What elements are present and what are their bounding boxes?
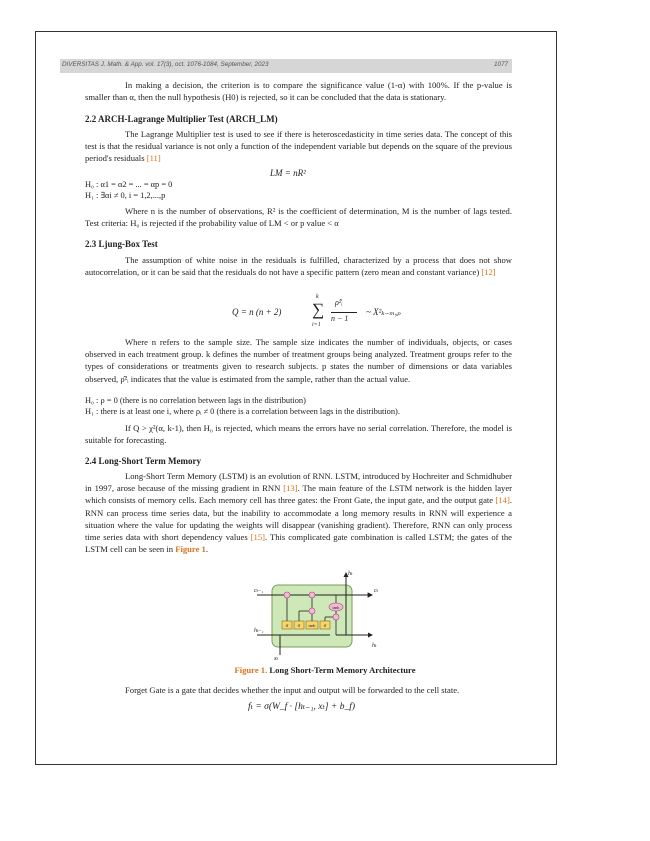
- gate-label-input: σ: [297, 624, 301, 629]
- paragraph-forget-gate: Forget Gate is a gate that decides whether the input and output will be forwarded to the cell state.: [125, 685, 460, 695]
- gate-label-forget: σ: [285, 624, 289, 629]
- eq-sum-top: k: [316, 294, 319, 300]
- hypothesis-h1-ljung: H₁ : there is at least one i, where ρᵢ ≠ 0 (there is a correlation between lags in the distribution).: [85, 407, 400, 416]
- figure-caption: [0, 665, 650, 675]
- figure-caption-text: Long Short-Term Memory Architecture: [267, 665, 416, 675]
- paragraph-ljung-where: Where n refers to the sample size. The sample size indicates the number of individuals, objects, or cases observed in each treatment group. k defines the number of treatment groups being analyzed. Treatment groups refer to the types of considerations or treatments given to research subjects. p states the number of dimensions or data variables observed, ρ̂²ᵢ indicates that the value is estimated from the sample, rather than the actual value.: [85, 337, 512, 384]
- multiply-operator-forget: [284, 592, 290, 598]
- label-c-prev: cₜ₋₁: [254, 588, 264, 594]
- paragraph-arch-lm: The Lagrange Multiplier test is used to see if there is heteroscedasticity in time series data. The concept of this test is that the residual variance is not only a function of the independent variable but depends on the square of the previous period's residuals [11]: [85, 129, 512, 164]
- hypothesis-h0-arch: H₀ : α1 = α2 = ... = αp = 0: [85, 180, 173, 189]
- multiply-operator-input: [309, 608, 315, 614]
- citation-13[interactable]: [13]: [283, 483, 298, 494]
- journal-citation: DIVERSITAS J. Math. & App. vol. 17(3), oct. 1076-1084, September, 2023: [62, 61, 269, 68]
- lstm-architecture-diagram: [252, 567, 382, 662]
- citation-11[interactable]: [11]: [146, 153, 161, 164]
- label-h-prev: hₜ₋₁: [254, 628, 264, 634]
- eq-lhs: Q = n (n + 2): [232, 307, 282, 317]
- citation-12[interactable]: [12]: [481, 267, 496, 278]
- hypothesis-h1-arch: H₁ : ∃αi ≠ 0, i = 1,2,...,p: [85, 191, 166, 200]
- eq-sum-bottom: i=1: [312, 322, 321, 328]
- paragraph-ljung-decision: If Q > χ²(α, k-1), then H₀ is rejected, which means the errors have no serial correlation. Therefore, the model is suitable for forecasting.: [85, 423, 512, 446]
- label-h-t: hₜ: [372, 643, 377, 649]
- running-header: [60, 59, 512, 73]
- eq-denominator: n − 1: [331, 314, 349, 323]
- equation-ljung-box: [232, 296, 432, 332]
- multiply-operator-output: [333, 614, 339, 620]
- citation-15[interactable]: [15]: [250, 532, 265, 543]
- hypothesis-h0-ljung: H₀ : ρ = 0 (there is no correlation between lags in the distribution): [85, 396, 306, 405]
- equation-lm: LM = nR²: [270, 168, 306, 178]
- eq-fraction-bar: [331, 312, 357, 313]
- paragraph-lstm: Long-Short Term Memory (LSTM) is an evolution of RNN. LSTM, introduced by Hochreiter and Schmidhuber in 1997, arose because of the missing gradient in RNN [13]. The main feature of the LSTM network is the hidden layer which consists of memory cells. Each memory cell has three gates: the Front Gate, the input gate, and the output gate [14]. RNN can process time series data, but the inability to accommodate a long memory results in RNN will experience a situation where the value for updating the weights will disappear (vanishing gradient). Therefore, RNN can only process time series data with short dependency values [15]. This complicated gate combination is called LSTM; the gates of the LSTM cell can be seen in Figure 1.: [85, 471, 512, 555]
- paragraph-lm-where: Where n is the number of observations, R² is the coefficient of determination, M is the number of lags tested. Test criteria: H₀ is rejected if the probability value of LM < or p value < α: [85, 206, 512, 229]
- tanh-operator-label: tanh: [332, 605, 340, 610]
- gate-label-candidate: tanh: [308, 623, 316, 628]
- label-c-t: cₜ: [374, 588, 379, 594]
- section-heading-arch-lm: 2.2 ARCH-Lagrange Multiplier Test (ARCH_LM): [85, 114, 278, 124]
- gate-label-output: σ: [323, 624, 327, 629]
- figure-1-reference[interactable]: Figure 1: [175, 544, 206, 555]
- figure-caption-label: Figure 1.: [234, 665, 268, 675]
- paragraph-white-noise: The assumption of white noise in the residuals is fulfilled, characterized by a process that does not show autocorrelation, or it can be said that the residuals do not have a specific pattern (zero mean and constant variance) [12]: [85, 255, 512, 278]
- equation-forget-gate: fₜ = σ(W_f · [hₜ₋₁, xₜ] + b_f): [248, 702, 355, 712]
- page-number: 1077: [493, 61, 508, 68]
- section-heading-ljung-box: 2.3 Ljung-Box Test: [85, 239, 158, 249]
- paragraph-decision: In making a decision, the criterion is to compare the significance value (1-α) with 100%. If the p-value is smaller than α, then the null hypothesis (H0) is rejected, so it can be concluded that the data is stationary.: [85, 80, 512, 103]
- eq-rhs: ~ X²ₖ₋ₘ,ₚ: [366, 307, 401, 317]
- citation-14[interactable]: [14]: [495, 495, 510, 506]
- label-x-t: xₜ: [274, 656, 279, 662]
- section-heading-lstm: 2.4 Long-Short Term Memory: [85, 456, 201, 466]
- label-h-t-top: hₜ: [348, 571, 353, 577]
- add-operator-cell: [309, 592, 315, 598]
- eq-numerator: ρ̂²ᵢ: [335, 298, 343, 307]
- eq-sum: ∑: [312, 300, 325, 319]
